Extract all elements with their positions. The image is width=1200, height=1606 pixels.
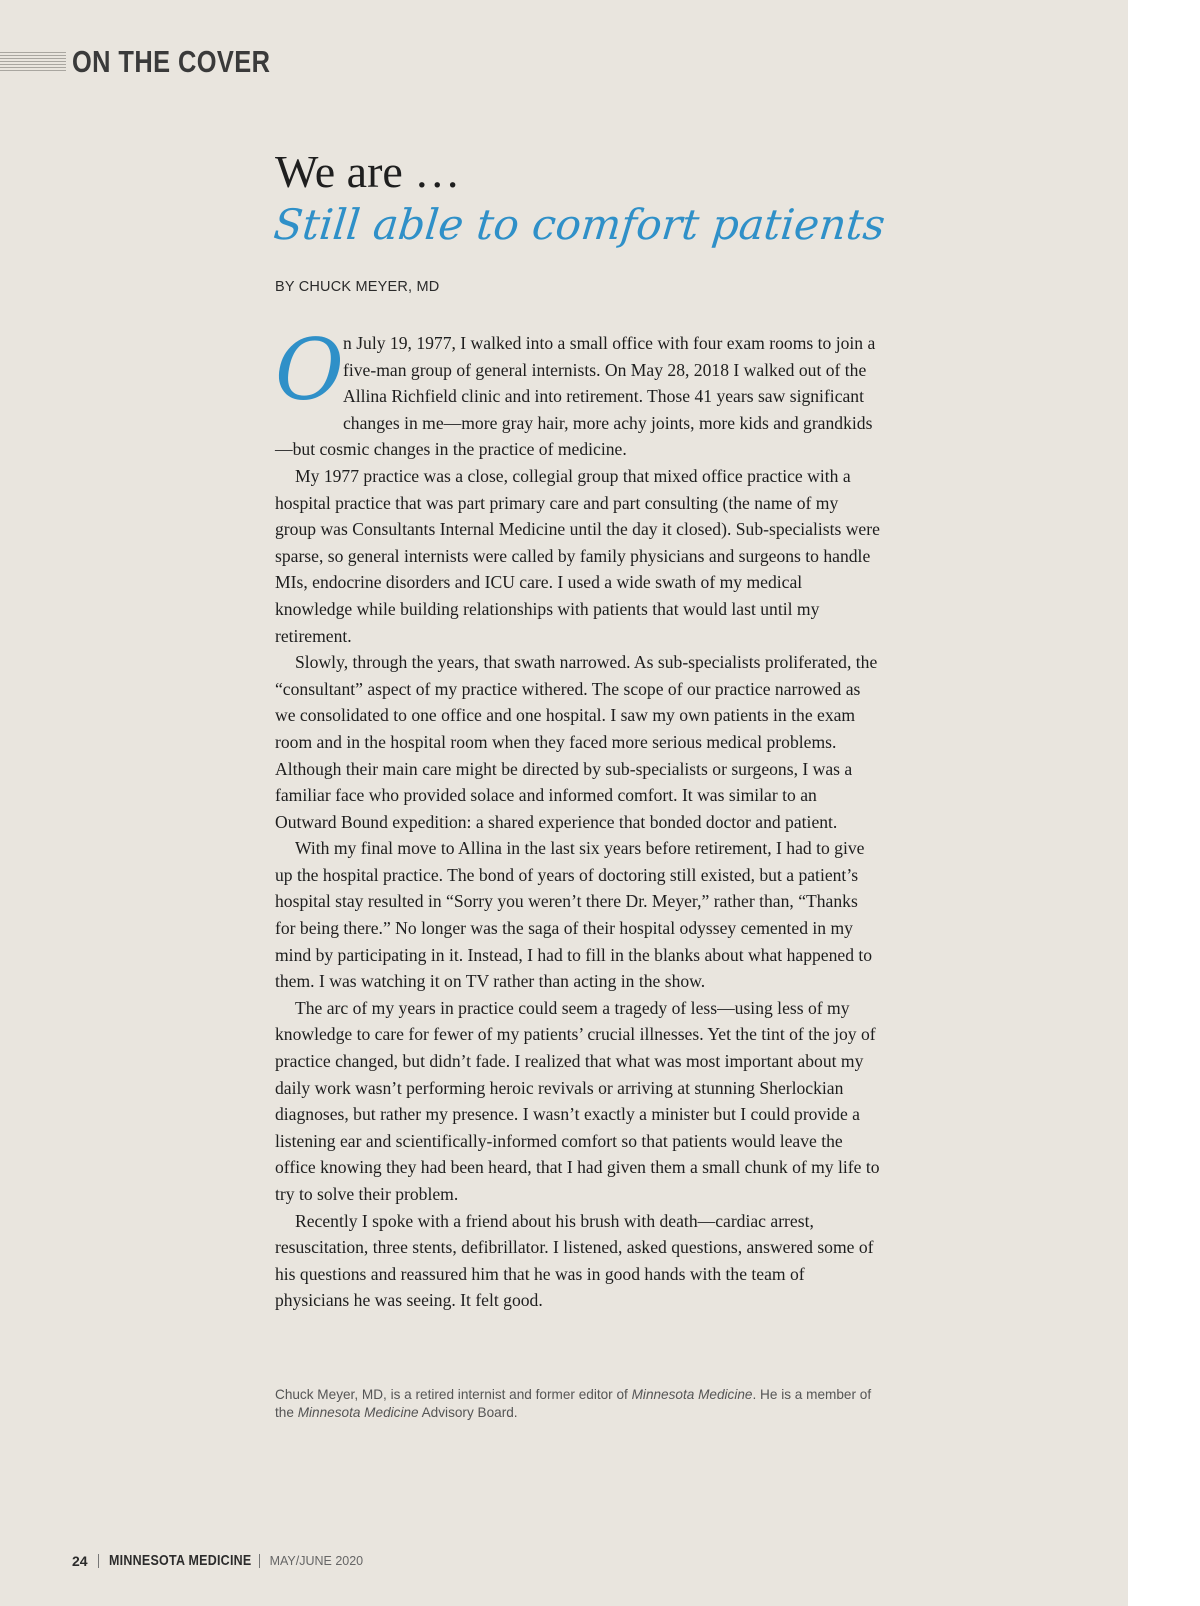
- section-title: ON THE COVER: [72, 44, 271, 79]
- byline: BY CHUCK MEYER, MD: [275, 279, 440, 295]
- article-paragraph: The arc of my years in practice could seem a tragedy of less—using less of my knowledge to care for fewer of my patients’ crucial illnesses. Yet the tint of the joy of practice changed, but didn’t fade. I realized that what was most important about my daily work wasn’t performing heroic revivals or arriving at stunning Sherlockian diagnoses, but rather my presence. I wasn’t exactly a minister but I could provide a listening ear and scientifically-informed comfort so that patients would leave the office knowing they had been heard, that I had given them a small chunk of my life to try to solve their problem.: [275, 997, 880, 1204]
- article-paragraph: My 1977 practice was a close, collegial group that mixed office practice with a hospital practice that was part primary care and part consulting (the name of my group was Consultants Internal Medicine until the day it closed). Sub-specialists were sparse, so general internists were called by family physicians and surgeons to handle MIs, endocrine disorders and ICU care. I used a wide swath of my medical knowledge while building relationships with patients that would last until my retirement.: [275, 465, 880, 646]
- article-paragraph: Slowly, through the years, that swath narrowed. As sub-specialists proliferated, the “consultant” aspect of my practice withered. The scope of our practice narrowed as we consolidated to one office and one hospital. I saw my own patients in the exam room and in the hospital room when they faced more serious medical problems. Although their main care might be directed by sub-specialists or surgeons, I was a familiar face who provided solace and informed comfort. It was similar to an Outward Bound expedition: a shared experience that bonded doctor and patient.: [275, 652, 878, 832]
- issue-date: MAY/JUNE 2020: [269, 1554, 364, 1568]
- subhead: Still able to comfort patients: [271, 200, 888, 249]
- article-paragraph: [275, 321, 880, 463]
- magazine-name: MINNESOTA MEDICINE: [108, 1553, 252, 1569]
- bio-text: Chuck Meyer, MD, is a retired internist and former editor of: [275, 1387, 632, 1402]
- publication-name: Minnesota Medicine: [631, 1387, 753, 1402]
- article-paragraph: With my final move to Allina in the last six years before retirement, I had to give up the hospital practice. The bond of years of doctoring still existed, but a patient’s hospital stay resulted in “Sorry you weren’t there Dr. Meyer,” rather than, “Thanks for being there.” No longer was the saga of their hospital odyssey cemented in my mind by participating in it. Instead, I had to fill in the blanks about what happened to them. I was watching it on TV rather than acting in the show.: [275, 838, 873, 992]
- page-margin-strip: [1128, 0, 1200, 1606]
- section-rule-lines: [0, 52, 66, 72]
- bio-text: . He is a member of the: [275, 1387, 872, 1420]
- article-body: [275, 321, 880, 1314]
- section-header: [0, 42, 314, 82]
- page-footer: [72, 1553, 363, 1569]
- footer-divider: [98, 1554, 99, 1568]
- bio-text: Advisory Board.: [418, 1405, 518, 1420]
- article-paragraph: Recently I spoke with a friend about his brush with death—cardiac arrest, resuscitation, three stents, defibrillator. I listened, asked questions, answered some of his questions and reassured him that he was in good hands with the team of physicians he was seeing. It felt good.: [275, 1210, 874, 1311]
- author-bio: [275, 1386, 875, 1422]
- footer-divider: [259, 1554, 260, 1568]
- drop-cap: O: [275, 321, 344, 419]
- headline: We are …: [275, 146, 461, 197]
- publication-name: Minnesota Medicine: [297, 1405, 419, 1420]
- page-number: 24: [72, 1553, 88, 1569]
- paragraph-text: n July 19, 1977, I walked into a small office with four exam rooms to join a five-man group of general internists. On May 28, 2018 I walked out of the Allina Richfield clinic and into retirement. Those 41 years saw significant changes in me—more gray hair, more achy joints, more kids and grandkids—but cosmic changes in the practice of medicine.: [275, 333, 876, 460]
